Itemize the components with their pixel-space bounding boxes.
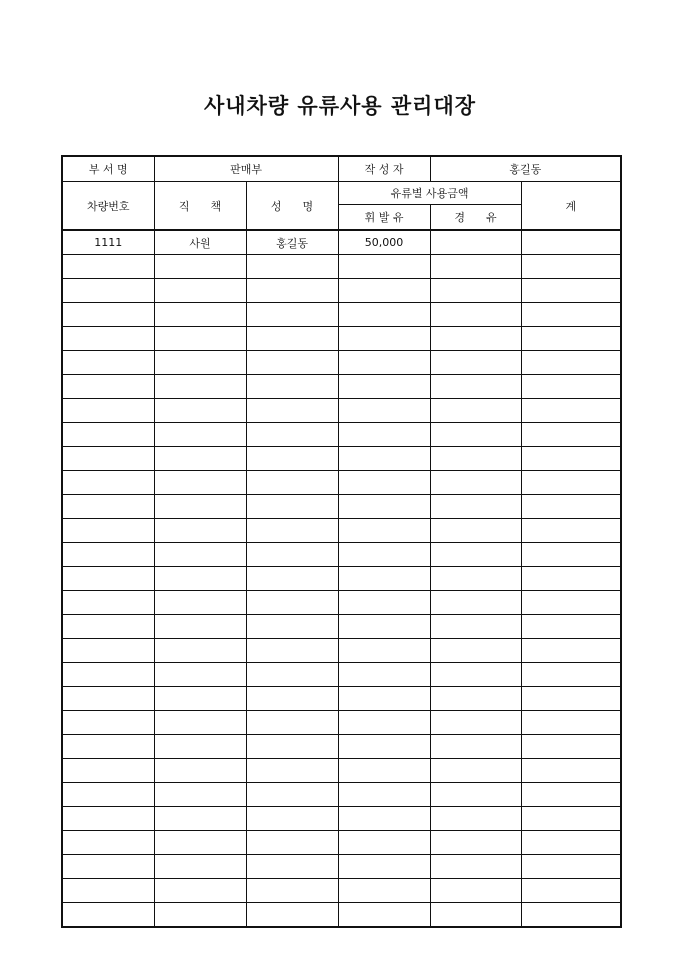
cell-position [154, 351, 246, 375]
cell-position [154, 255, 246, 279]
cell-diesel [430, 423, 521, 447]
table-row [62, 279, 621, 303]
table-row [62, 711, 621, 735]
cell-diesel [430, 687, 521, 711]
cell-total [521, 903, 621, 928]
table-row [62, 447, 621, 471]
cell-gasoline [338, 591, 430, 615]
cell-name [246, 855, 338, 879]
cell-position [154, 591, 246, 615]
cell-gasoline [338, 567, 430, 591]
writer-value: 홍길동 [430, 156, 621, 182]
cell-name [246, 567, 338, 591]
cell-vehicle-no [62, 831, 154, 855]
cell-diesel [430, 879, 521, 903]
cell-gasoline [338, 303, 430, 327]
table-row [62, 495, 621, 519]
cell-diesel [430, 903, 521, 928]
cell-vehicle-no [62, 543, 154, 567]
cell-gasoline [338, 399, 430, 423]
cell-vehicle-no [62, 855, 154, 879]
cell-diesel [430, 447, 521, 471]
cell-vehicle-no [62, 471, 154, 495]
cell-vehicle-no [62, 903, 154, 928]
table-row [62, 663, 621, 687]
cell-gasoline [338, 519, 430, 543]
cell-gasoline [338, 375, 430, 399]
cell-gasoline [338, 615, 430, 639]
cell-total [521, 519, 621, 543]
cell-diesel [430, 471, 521, 495]
cell-diesel [430, 591, 521, 615]
cell-diesel [430, 327, 521, 351]
cell-vehicle-no [62, 279, 154, 303]
cell-name [246, 711, 338, 735]
cell-name [246, 879, 338, 903]
cell-diesel [430, 303, 521, 327]
dept-label: 부 서 명 [62, 156, 154, 182]
cell-position [154, 399, 246, 423]
table-row [62, 639, 621, 663]
cell-position [154, 759, 246, 783]
cell-diesel [430, 399, 521, 423]
cell-name [246, 327, 338, 351]
cell-vehicle-no [62, 879, 154, 903]
table-row [62, 615, 621, 639]
cell-total [521, 735, 621, 759]
header-diesel: 경 유 [430, 205, 521, 231]
table-row [62, 567, 621, 591]
table-row [62, 879, 621, 903]
cell-total [521, 759, 621, 783]
cell-gasoline [338, 783, 430, 807]
cell-diesel [430, 543, 521, 567]
cell-position [154, 447, 246, 471]
table-row [62, 230, 621, 255]
cell-position [154, 735, 246, 759]
cell-name [246, 687, 338, 711]
cell-position [154, 543, 246, 567]
cell-diesel [430, 255, 521, 279]
cell-gasoline [338, 351, 430, 375]
cell-diesel [430, 351, 521, 375]
cell-position [154, 615, 246, 639]
cell-diesel [430, 759, 521, 783]
header-fuel-group: 유류별 사용금액 [338, 182, 521, 205]
cell-name [246, 519, 338, 543]
cell-vehicle-no [62, 735, 154, 759]
cell-name [246, 447, 338, 471]
cell-vehicle-no [62, 807, 154, 831]
cell-name [246, 615, 338, 639]
cell-total [521, 279, 621, 303]
cell-name [246, 303, 338, 327]
header-gasoline: 휘 발 유 [338, 205, 430, 231]
cell-vehicle-no [62, 615, 154, 639]
cell-position [154, 711, 246, 735]
header-row-1 [62, 182, 621, 205]
cell-total [521, 495, 621, 519]
dept-value: 판매부 [154, 156, 338, 182]
cell-vehicle-no [62, 567, 154, 591]
cell-diesel [430, 807, 521, 831]
cell-gasoline: 50,000 [338, 230, 430, 255]
cell-position [154, 567, 246, 591]
cell-gasoline [338, 327, 430, 351]
cell-position [154, 855, 246, 879]
cell-diesel [430, 783, 521, 807]
cell-position [154, 687, 246, 711]
cell-gasoline [338, 735, 430, 759]
cell-name [246, 423, 338, 447]
cell-name [246, 471, 338, 495]
cell-total [521, 471, 621, 495]
cell-total [521, 327, 621, 351]
cell-position [154, 495, 246, 519]
cell-diesel [430, 495, 521, 519]
cell-total [521, 855, 621, 879]
cell-name [246, 399, 338, 423]
cell-gasoline [338, 447, 430, 471]
cell-name [246, 279, 338, 303]
cell-position [154, 879, 246, 903]
cell-total [521, 639, 621, 663]
page-title: 사내차량 유류사용 관리대장 [203, 94, 477, 118]
cell-diesel [430, 519, 521, 543]
table-row [62, 399, 621, 423]
cell-position [154, 327, 246, 351]
table-row [62, 591, 621, 615]
header-total: 계 [521, 182, 621, 231]
cell-vehicle-no [62, 423, 154, 447]
cell-vehicle-no [62, 447, 154, 471]
cell-gasoline [338, 663, 430, 687]
cell-gasoline [338, 879, 430, 903]
cell-position [154, 783, 246, 807]
table-row [62, 423, 621, 447]
cell-total [521, 831, 621, 855]
cell-diesel [430, 735, 521, 759]
cell-position [154, 831, 246, 855]
cell-gasoline [338, 639, 430, 663]
cell-vehicle-no [62, 663, 154, 687]
cell-name [246, 783, 338, 807]
writer-label: 작 성 자 [338, 156, 430, 182]
cell-diesel [430, 639, 521, 663]
cell-position [154, 471, 246, 495]
cell-vehicle-no [62, 591, 154, 615]
cell-name [246, 495, 338, 519]
cell-diesel [430, 663, 521, 687]
cell-name [246, 351, 338, 375]
cell-vehicle-no [62, 495, 154, 519]
cell-gasoline [338, 279, 430, 303]
cell-diesel [430, 711, 521, 735]
cell-total [521, 447, 621, 471]
cell-gasoline [338, 687, 430, 711]
table-row [62, 519, 621, 543]
header-name: 성 명 [246, 182, 338, 231]
header-position: 직 책 [154, 182, 246, 231]
cell-total [521, 543, 621, 567]
cell-vehicle-no [62, 399, 154, 423]
cell-vehicle-no [62, 687, 154, 711]
cell-vehicle-no: 1111 [62, 230, 154, 255]
cell-total [521, 687, 621, 711]
cell-gasoline [338, 471, 430, 495]
cell-total [521, 879, 621, 903]
cell-name [246, 543, 338, 567]
cell-total [521, 351, 621, 375]
cell-total [521, 615, 621, 639]
cell-position [154, 639, 246, 663]
info-row [62, 156, 621, 182]
table-row [62, 807, 621, 831]
cell-total [521, 423, 621, 447]
cell-total [521, 567, 621, 591]
cell-vehicle-no [62, 303, 154, 327]
cell-name [246, 255, 338, 279]
cell-total [521, 591, 621, 615]
cell-vehicle-no [62, 783, 154, 807]
cell-gasoline [338, 495, 430, 519]
table-row [62, 735, 621, 759]
table-row [62, 303, 621, 327]
cell-position [154, 423, 246, 447]
cell-total [521, 783, 621, 807]
table-row [62, 783, 621, 807]
table-row [62, 543, 621, 567]
cell-diesel [430, 615, 521, 639]
table-row [62, 903, 621, 928]
table-row [62, 255, 621, 279]
cell-total [521, 303, 621, 327]
cell-name [246, 831, 338, 855]
cell-gasoline [338, 831, 430, 855]
cell-vehicle-no [62, 759, 154, 783]
table-row [62, 327, 621, 351]
cell-total [521, 399, 621, 423]
cell-gasoline [338, 543, 430, 567]
cell-gasoline [338, 711, 430, 735]
cell-gasoline [338, 855, 430, 879]
cell-diesel [430, 567, 521, 591]
cell-gasoline [338, 759, 430, 783]
cell-name [246, 663, 338, 687]
cell-diesel [430, 855, 521, 879]
cell-position [154, 519, 246, 543]
table-row [62, 759, 621, 783]
cell-position [154, 303, 246, 327]
cell-name [246, 735, 338, 759]
table-row [62, 855, 621, 879]
cell-gasoline [338, 255, 430, 279]
cell-gasoline [338, 423, 430, 447]
cell-diesel [430, 279, 521, 303]
cell-name [246, 591, 338, 615]
cell-diesel [430, 375, 521, 399]
cell-vehicle-no [62, 327, 154, 351]
cell-name [246, 375, 338, 399]
cell-total [521, 711, 621, 735]
table-row [62, 351, 621, 375]
table-row [62, 687, 621, 711]
cell-position [154, 807, 246, 831]
cell-vehicle-no [62, 519, 154, 543]
cell-name [246, 903, 338, 928]
cell-total [521, 663, 621, 687]
cell-vehicle-no [62, 639, 154, 663]
table-row [62, 831, 621, 855]
cell-gasoline [338, 807, 430, 831]
cell-total [521, 255, 621, 279]
header-vehicle-no: 차량번호 [62, 182, 154, 231]
cell-vehicle-no [62, 351, 154, 375]
cell-name: 홍길동 [246, 230, 338, 255]
cell-name [246, 639, 338, 663]
cell-name [246, 807, 338, 831]
cell-vehicle-no [62, 711, 154, 735]
fuel-ledger-table [61, 155, 622, 928]
cell-position: 사원 [154, 230, 246, 255]
cell-vehicle-no [62, 255, 154, 279]
cell-total [521, 807, 621, 831]
table-row [62, 375, 621, 399]
cell-diesel [430, 230, 521, 255]
cell-diesel [430, 831, 521, 855]
cell-vehicle-no [62, 375, 154, 399]
cell-position [154, 903, 246, 928]
cell-position [154, 279, 246, 303]
cell-total [521, 375, 621, 399]
table-row [62, 471, 621, 495]
cell-position [154, 375, 246, 399]
cell-position [154, 663, 246, 687]
cell-total [521, 230, 621, 255]
cell-gasoline [338, 903, 430, 928]
cell-name [246, 759, 338, 783]
